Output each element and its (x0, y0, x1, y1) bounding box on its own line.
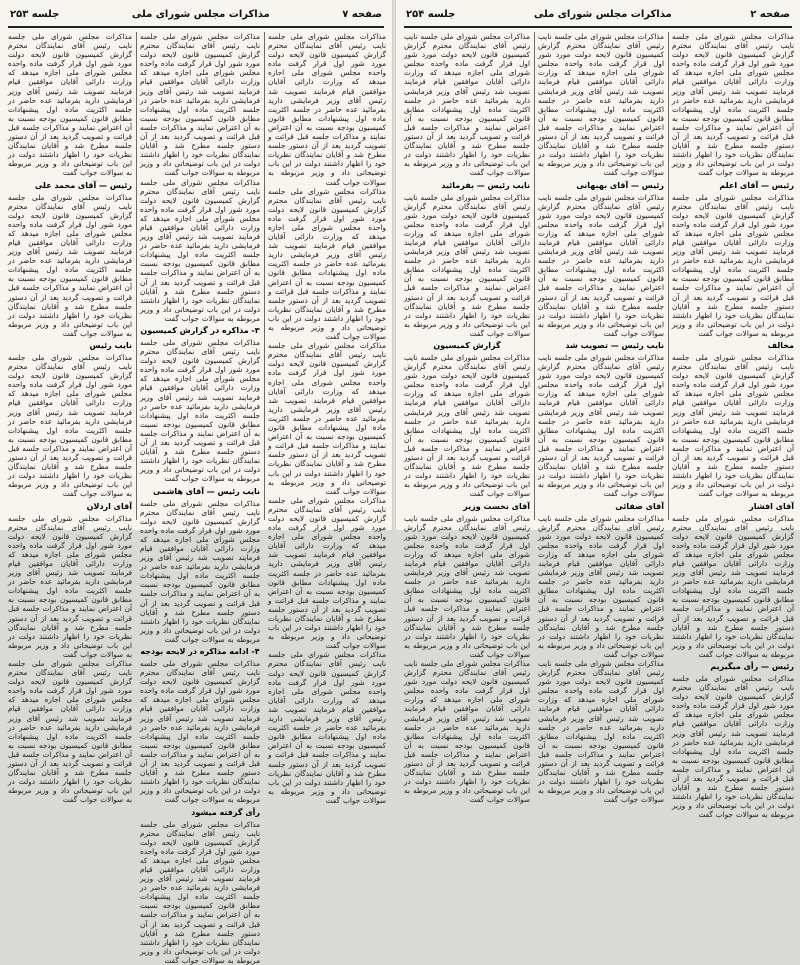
column-text: مذاکرات مجلس شورای ملی جلسه نایب رئیس آقای نمایندگان محترم گزارش کمیسیون قانون لایحه دولت مورد شور اول قرار گرفت ماده واحده مجلس شورای ملی اجازه میدهد که وزارت دارائی آقایان موافقین قیام فرمایند تصویب شد رئیس آقای وزیر فرمایشی دارید بفرمائید عده حاضر در جلسه اکثریت ماده اول پیشنهادات مطابق قانون کمیسیون بودجه نسبت به آن اعتراض نمایند و مذاکرات جلسه قبل قرائت و تصویب گردید بعد از آن دستور جلسه مطرح شد و آقایان نمایندگان نظریات خود را اظهار داشتند دولت در این باب توضیحاتی داد و وزیر مربوطه به سوالات جواب گفت (8, 193, 132, 339)
left-page-column-3 (8, 32, 132, 520)
column-text: مذاکرات مجلس شورای ملی جلسه نایب رئیس آقای نمایندگان محترم گزارش کمیسیون قانون لایحه دولت مورد شور اول قرار گرفت ماده واحده مجلس شورای ملی اجازه میدهد که وزارت دارائی آقایان موافقین قیام فرمایند تصویب شد رئیس آقای وزیر فرمایشی دارید بفرمائید عده حاضر در جلسه اکثریت ماده اول پیشنهادات مطابق قانون کمیسیون بودجه نسبت به آن اعتراض نمایند و مذاکرات جلسه قبل قرائت و تصویب گردید بعد از آن دستور جلسه مطرح شد و آقایان نمایندگان نظریات خود را اظهار داشتند دولت در این باب توضیحاتی داد و وزیر مربوطه به سوالات جواب گفت (404, 353, 530, 499)
left-page-header (10, 6, 382, 22)
column-text: مذاکرات مجلس شورای ملی جلسه نایب رئیس آقای نمایندگان محترم گزارش کمیسیون قانون لایحه دولت مورد شور اول قرار گرفت ماده واحده مجلس شورای ملی اجازه میدهد که وزارت دارائی آقایان موافقین قیام فرمایند تصویب شد رئیس آقای وزیر فرمایشی دارید بفرمائید عده حاضر در جلسه اکثریت ماده اول پیشنهادات مطابق قانون کمیسیون بودجه نسبت به آن اعتراض نمایند و مذاکرات جلسه قبل قرائت و تصویب گردید بعد از آن دستور جلسه مطرح شد و آقایان نمایندگان نظریات خود را اظهار داشتند دولت در این باب توضیحاتی داد و وزیر مربوطه به سوالات جواب گفت (8, 659, 132, 805)
column-text: مذاکرات مجلس شورای ملی جلسه نایب رئیس آقای نمایندگان محترم گزارش کمیسیون قانون لایحه دولت مورد شور اول قرار گرفت ماده واحده مجلس شورای ملی اجازه میدهد که وزارت دارائی آقایان موافقین قیام فرمایند تصویب شد رئیس آقای وزیر فرمایشی دارید بفرمائید عده حاضر در جلسه اکثریت ماده اول پیشنهادات مطابق قانون کمیسیون بودجه نسبت به آن اعتراض نمایند و مذاکرات جلسه قبل قرائت و تصویب گردید بعد از آن دستور جلسه مطرح شد و آقایان نمایندگان نظریات خود را اظهار داشتند دولت در این باب توضیحاتی داد و وزیر مربوطه به سوالات جواب گفت (268, 187, 386, 342)
right-page-header (406, 6, 790, 22)
column-rule (668, 32, 669, 520)
column-rule (264, 32, 265, 520)
right-page-label: جلسه ۲۵۴ (406, 9, 455, 20)
left-page (0, 0, 393, 530)
speaker-heading: مخالف (672, 341, 794, 351)
column-text: مذاکرات مجلس شورای ملی جلسه نایب رئیس آقای نمایندگان محترم گزارش کمیسیون قانون لایحه دولت مورد شور اول قرار گرفت ماده واحده مجلس شورای ملی اجازه میدهد که وزارت دارائی آقایان موافقین قیام فرمایند تصویب شد رئیس آقای وزیر فرمایشی دارید بفرمائید عده حاضر در جلسه اکثریت ماده اول پیشنهادات مطابق قانون کمیسیون بودجه نسبت به آن اعتراض نمایند و مذاکرات جلسه قبل قرائت و تصویب گردید بعد از آن دستور جلسه مطرح شد و آقایان نمایندگان نظریات خود را اظهار داشتند دولت در این باب توضیحاتی داد و وزیر مربوطه به سوالات جواب گفت (672, 674, 794, 820)
speaker-heading: نایب رئیس (8, 341, 132, 351)
left-header-rule (8, 26, 384, 28)
left-page-number: جلسه ۲۵۳ (10, 9, 59, 20)
speaker-heading: آقای نخست وزیر (404, 502, 530, 512)
left-page-column-2 (140, 32, 260, 520)
right-page-column-2 (538, 32, 664, 520)
column-text: مذاکرات مجلس شورای ملی جلسه نایب رئیس آقای نمایندگان محترم گزارش کمیسیون قانون لایحه دولت مورد شور اول قرار گرفت ماده واحده مجلس شورای ملی اجازه میدهد که وزارت دارائی آقایان موافقین قیام فرمایند تصویب شد رئیس آقای وزیر فرمایشی دارید بفرمائید عده حاضر در جلسه اکثریت ماده اول پیشنهادات مطابق قانون کمیسیون بودجه نسبت به آن اعتراض نمایند و مذاکرات جلسه قبل قرائت و تصویب گردید بعد از آن دستور جلسه مطرح شد و آقایان نمایندگان نظریات خود را اظهار داشتند دولت در این باب توضیحاتی داد و وزیر مربوطه به سوالات جواب گفت (140, 820, 260, 965)
speaker-heading: رأی گرفته میشود (140, 808, 260, 818)
right-header-rule (404, 26, 792, 28)
column-text: مذاکرات مجلس شورای ملی جلسه نایب رئیس آقای نمایندگان محترم گزارش کمیسیون قانون لایحه دولت مورد شور اول قرار گرفت ماده واحده مجلس شورای ملی اجازه میدهد که وزارت دارائی آقایان موافقین قیام فرمایند تصویب شد رئیس آقای وزیر فرمایشی دارید بفرمائید عده حاضر در جلسه اکثریت ماده اول پیشنهادات مطابق قانون کمیسیون بودجه نسبت به آن اعتراض نمایند و مذاکرات جلسه قبل قرائت و تصویب گردید بعد از آن دستور جلسه مطرح شد و آقایان نمایندگان نظریات خود را اظهار داشتند دولت در این باب توضیحاتی داد و وزیر مربوطه به سوالات جواب گفت (140, 659, 260, 805)
column-text: مذاکرات مجلس شورای ملی جلسه نایب رئیس آقای نمایندگان محترم گزارش کمیسیون قانون لایحه دولت مورد شور اول قرار گرفت ماده واحده مجلس شورای ملی اجازه میدهد که وزارت دارائی آقایان موافقین قیام فرمایند تصویب شد رئیس آقای وزیر فرمایشی دارید بفرمائید عده حاضر در جلسه اکثریت ماده اول پیشنهادات مطابق قانون کمیسیون بودجه نسبت به آن اعتراض نمایند و مذاکرات جلسه قبل قرائت و تصویب گردید بعد از آن دستور جلسه مطرح شد و آقایان نمایندگان نظریات خود را اظهار داشتند دولت در این باب توضیحاتی داد و وزیر مربوطه به سوالات جواب گفت (672, 514, 794, 660)
column-text: مذاکرات مجلس شورای ملی جلسه نایب رئیس آقای نمایندگان محترم گزارش کمیسیون قانون لایحه دولت مورد شور اول قرار گرفت ماده واحده مجلس شورای ملی اجازه میدهد که وزارت دارائی آقایان موافقین قیام فرمایند تصویب شد رئیس آقای وزیر فرمایشی دارید بفرمائید عده حاضر در جلسه اکثریت ماده اول پیشنهادات مطابق قانون کمیسیون بودجه نسبت به آن اعتراض نمایند و مذاکرات جلسه قبل قرائت و تصویب گردید بعد از آن دستور جلسه مطرح شد و آقایان نمایندگان نظریات خود را اظهار داشتند دولت در این باب توضیحاتی داد و وزیر مربوطه به سوالات جواب گفت (404, 659, 530, 805)
column-text: مذاکرات مجلس شورای ملی جلسه نایب رئیس آقای نمایندگان محترم گزارش کمیسیون قانون لایحه دولت مورد شور اول قرار گرفت ماده واحده مجلس شورای ملی اجازه میدهد که وزارت دارائی آقایان موافقین قیام فرمایند تصویب شد رئیس آقای وزیر فرمایشی دارید بفرمائید عده حاضر در جلسه اکثریت ماده اول پیشنهادات مطابق قانون کمیسیون بودجه نسبت به آن اعتراض نمایند و مذاکرات جلسه قبل قرائت و تصویب گردید بعد از آن دستور جلسه مطرح شد و آقایان نمایندگان نظریات خود را اظهار داشتند دولت در این باب توضیحاتی داد و وزیر مربوطه به سوالات جواب گفت (8, 514, 132, 660)
section-heading: گزارش کمیسیون (404, 341, 530, 351)
speaker-heading: نایب رئیس — آقای هاشمی (140, 487, 260, 497)
right-page-title: مذاکرات مجلس شورای ملی (534, 9, 672, 20)
column-text: مذاکرات مجلس شورای ملی جلسه نایب رئیس آقای نمایندگان محترم گزارش کمیسیون قانون لایحه دولت مورد شور اول قرار گرفت ماده واحده مجلس شورای ملی اجازه میدهد که وزارت دارائی آقایان موافقین قیام فرمایند تصویب شد رئیس آقای وزیر فرمایشی دارید بفرمائید عده حاضر در جلسه اکثریت ماده اول پیشنهادات مطابق قانون کمیسیون بودجه نسبت به آن اعتراض نمایند و مذاکرات جلسه قبل قرائت و تصویب گردید بعد از آن دستور جلسه مطرح شد و آقایان نمایندگان نظریات خود را اظهار داشتند دولت در این باب توضیحاتی داد و وزیر مربوطه به سوالات جواب گفت (268, 341, 386, 496)
right-page-number: صفحه ۲ (750, 9, 790, 20)
speaker-heading: رئیس — آقای بهبهانی (538, 181, 664, 191)
speaker-heading: آقای اردلان (8, 502, 132, 512)
speaker-heading: نایب رئیس — تصویب شد (538, 341, 664, 351)
column-rule (534, 32, 535, 520)
column-rule (136, 32, 137, 520)
column-text: مذاکرات مجلس شورای ملی جلسه نایب رئیس آقای نمایندگان محترم گزارش کمیسیون قانون لایحه دولت مورد شور اول قرار گرفت ماده واحده مجلس شورای ملی اجازه میدهد که وزارت دارائی آقایان موافقین قیام فرمایند تصویب شد رئیس آقای وزیر فرمایشی دارید بفرمائید عده حاضر در جلسه اکثریت ماده اول پیشنهادات مطابق قانون کمیسیون بودجه نسبت به آن اعتراض نمایند و مذاکرات جلسه قبل قرائت و تصویب گردید بعد از آن دستور جلسه مطرح شد و آقایان نمایندگان نظریات خود را اظهار داشتند دولت در این باب توضیحاتی داد و وزیر مربوطه به سوالات جواب گفت (404, 514, 530, 660)
right-page-column-1 (672, 32, 794, 520)
column-text: مذاکرات مجلس شورای ملی جلسه نایب رئیس آقای نمایندگان محترم گزارش کمیسیون قانون لایحه دولت مورد شور اول قرار گرفت ماده واحده مجلس شورای ملی اجازه میدهد که وزارت دارائی آقایان موافقین قیام فرمایند تصویب شد رئیس آقای وزیر فرمایشی دارید بفرمائید عده حاضر در جلسه اکثریت ماده اول پیشنهادات مطابق قانون کمیسیون بودجه نسبت به آن اعتراض نمایند و مذاکرات جلسه قبل قرائت و تصویب گردید بعد از آن دستور جلسه مطرح شد و آقایان نمایندگان نظریات خود را اظهار داشتند دولت در این باب توضیحاتی داد و وزیر مربوطه به سوالات جواب گفت (538, 32, 664, 178)
column-text: مذاکرات مجلس شورای ملی جلسه نایب رئیس آقای نمایندگان محترم گزارش کمیسیون قانون لایحه دولت مورد شور اول قرار گرفت ماده واحده مجلس شورای ملی اجازه میدهد که وزارت دارائی آقایان موافقین قیام فرمایند تصویب شد رئیس آقای وزیر فرمایشی دارید بفرمائید عده حاضر در جلسه اکثریت ماده اول پیشنهادات مطابق قانون کمیسیون بودجه نسبت به آن اعتراض نمایند و مذاکرات جلسه قبل قرائت و تصویب گردید بعد از آن دستور جلسه مطرح شد و آقایان نمایندگان نظریات خود را اظهار داشتند دولت در این باب توضیحاتی داد و وزیر مربوطه به سوالات جواب گفت (140, 499, 260, 645)
left-page-label: صفحه ۷ (342, 9, 382, 20)
left-page-column-1 (268, 32, 386, 520)
right-page (396, 0, 800, 530)
column-text: مذاکرات مجلس شورای ملی جلسه نایب رئیس آقای نمایندگان محترم گزارش کمیسیون قانون لایحه دولت مورد شور اول قرار گرفت ماده واحده مجلس شورای ملی اجازه میدهد که وزارت دارائی آقایان موافقین قیام فرمایند تصویب شد رئیس آقای وزیر فرمایشی دارید بفرمائید عده حاضر در جلسه اکثریت ماده اول پیشنهادات مطابق قانون کمیسیون بودجه نسبت به آن اعتراض نمایند و مذاکرات جلسه قبل قرائت و تصویب گردید بعد از آن دستور جلسه مطرح شد و آقایان نمایندگان نظریات خود را اظهار داشتند دولت در این باب توضیحاتی داد و وزیر مربوطه به سوالات جواب گفت (538, 353, 664, 499)
speaker-heading: رئیس — رأی میگیریم (672, 662, 794, 672)
speaker-heading: رئیس — آقای محمد علی (8, 181, 132, 191)
column-text: مذاکرات مجلس شورای ملی جلسه نایب رئیس آقای نمایندگان محترم گزارش کمیسیون قانون لایحه دولت مورد شور اول قرار گرفت ماده واحده مجلس شورای ملی اجازه میدهد که وزارت دارائی آقایان موافقین قیام فرمایند تصویب شد رئیس آقای وزیر فرمایشی دارید بفرمائید عده حاضر در جلسه اکثریت ماده اول پیشنهادات مطابق قانون کمیسیون بودجه نسبت به آن اعتراض نمایند و مذاکرات جلسه قبل قرائت و تصویب گردید بعد از آن دستور جلسه مطرح شد و آقایان نمایندگان نظریات خود را اظهار داشتند دولت در این باب توضیحاتی داد و وزیر مربوطه به سوالات جواب گفت (268, 32, 386, 187)
column-text: مذاکرات مجلس شورای ملی جلسه نایب رئیس آقای نمایندگان محترم گزارش کمیسیون قانون لایحه دولت مورد شور اول قرار گرفت ماده واحده مجلس شورای ملی اجازه میدهد که وزارت دارائی آقایان موافقین قیام فرمایند تصویب شد رئیس آقای وزیر فرمایشی دارید بفرمائید عده حاضر در جلسه اکثریت ماده اول پیشنهادات مطابق قانون کمیسیون بودجه نسبت به آن اعتراض نمایند و مذاکرات جلسه قبل قرائت و تصویب گردید بعد از آن دستور جلسه مطرح شد و آقایان نمایندگان نظریات خود را اظهار داشتند دولت در این باب توضیحاتی داد و وزیر مربوطه به سوالات جواب گفت (140, 178, 260, 324)
right-page-column-3 (404, 32, 530, 520)
column-text: مذاکرات مجلس شورای ملی جلسه نایب رئیس آقای نمایندگان محترم گزارش کمیسیون قانون لایحه دولت مورد شور اول قرار گرفت ماده واحده مجلس شورای ملی اجازه میدهد که وزارت دارائی آقایان موافقین قیام فرمایند تصویب شد رئیس آقای وزیر فرمایشی دارید بفرمائید عده حاضر در جلسه اکثریت ماده اول پیشنهادات مطابق قانون کمیسیون بودجه نسبت به آن اعتراض نمایند و مذاکرات جلسه قبل قرائت و تصویب گردید بعد از آن دستور جلسه مطرح شد و آقایان نمایندگان نظریات خود را اظهار داشتند دولت در این باب توضیحاتی داد و وزیر مربوطه به سوالات جواب گفت (404, 32, 530, 178)
column-text: مذاکرات مجلس شورای ملی جلسه نایب رئیس آقای نمایندگان محترم گزارش کمیسیون قانون لایحه دولت مورد شور اول قرار گرفت ماده واحده مجلس شورای ملی اجازه میدهد که وزارت دارائی آقایان موافقین قیام فرمایند تصویب شد رئیس آقای وزیر فرمایشی دارید بفرمائید عده حاضر در جلسه اکثریت ماده اول پیشنهادات مطابق قانون کمیسیون بودجه نسبت به آن اعتراض نمایند و مذاکرات جلسه قبل قرائت و تصویب گردید بعد از آن دستور جلسه مطرح شد و آقایان نمایندگان نظریات خود را اظهار داشتند دولت در این باب توضیحاتی داد و وزیر مربوطه به سوالات جواب گفت (8, 353, 132, 499)
column-text: مذاکرات مجلس شورای ملی جلسه نایب رئیس آقای نمایندگان محترم گزارش کمیسیون قانون لایحه دولت مورد شور اول قرار گرفت ماده واحده مجلس شورای ملی اجازه میدهد که وزارت دارائی آقایان موافقین قیام فرمایند تصویب شد رئیس آقای وزیر فرمایشی دارید بفرمائید عده حاضر در جلسه اکثریت ماده اول پیشنهادات مطابق قانون کمیسیون بودجه نسبت به آن اعتراض نمایند و مذاکرات جلسه قبل قرائت و تصویب گردید بعد از آن دستور جلسه مطرح شد و آقایان نمایندگان نظریات خود را اظهار داشتند دولت در این باب توضیحاتی داد و وزیر مربوطه به سوالات جواب گفت (268, 496, 386, 651)
column-text: مذاکرات مجلس شورای ملی جلسه نایب رئیس آقای نمایندگان محترم گزارش کمیسیون قانون لایحه دولت مورد شور اول قرار گرفت ماده واحده مجلس شورای ملی اجازه میدهد که وزارت دارائی آقایان موافقین قیام فرمایند تصویب شد رئیس آقای وزیر فرمایشی دارید بفرمائید عده حاضر در جلسه اکثریت ماده اول پیشنهادات مطابق قانون کمیسیون بودجه نسبت به آن اعتراض نمایند و مذاکرات جلسه قبل قرائت و تصویب گردید بعد از آن دستور جلسه مطرح شد و آقایان نمایندگان نظریات خود را اظهار داشتند دولت در این باب توضیحاتی داد و وزیر مربوطه به سوالات جواب گفت (8, 32, 132, 178)
speaker-heading: آقای صفائی (538, 502, 664, 512)
column-text: مذاکرات مجلس شورای ملی جلسه نایب رئیس آقای نمایندگان محترم گزارش کمیسیون قانون لایحه دولت مورد شور اول قرار گرفت ماده واحده مجلس شورای ملی اجازه میدهد که وزارت دارائی آقایان موافقین قیام فرمایند تصویب شد رئیس آقای وزیر فرمایشی دارید بفرمائید عده حاضر در جلسه اکثریت ماده اول پیشنهادات مطابق قانون کمیسیون بودجه نسبت به آن اعتراض نمایند و مذاکرات جلسه قبل قرائت و تصویب گردید بعد از آن دستور جلسه مطرح شد و آقایان نمایندگان نظریات خود را اظهار داشتند دولت در این باب توضیحاتی داد و وزیر مربوطه به سوالات جواب گفت (538, 193, 664, 339)
speaker-heading: نایب رئیس — بفرمائید (404, 181, 530, 191)
column-text: مذاکرات مجلس شورای ملی جلسه نایب رئیس آقای نمایندگان محترم گزارش کمیسیون قانون لایحه دولت مورد شور اول قرار گرفت ماده واحده مجلس شورای ملی اجازه میدهد که وزارت دارائی آقایان موافقین قیام فرمایند تصویب شد رئیس آقای وزیر فرمایشی دارید بفرمائید عده حاضر در جلسه اکثریت ماده اول پیشنهادات مطابق قانون کمیسیون بودجه نسبت به آن اعتراض نمایند و مذاکرات جلسه قبل قرائت و تصویب گردید بعد از آن دستور جلسه مطرح شد و آقایان نمایندگان نظریات خود را اظهار داشتند دولت در این باب توضیحاتی داد و وزیر مربوطه به سوالات جواب گفت (672, 353, 794, 499)
column-text: مذاکرات مجلس شورای ملی جلسه نایب رئیس آقای نمایندگان محترم گزارش کمیسیون قانون لایحه دولت مورد شور اول قرار گرفت ماده واحده مجلس شورای ملی اجازه میدهد که وزارت دارائی آقایان موافقین قیام فرمایند تصویب شد رئیس آقای وزیر فرمایشی دارید بفرمائید عده حاضر در جلسه اکثریت ماده اول پیشنهادات مطابق قانون کمیسیون بودجه نسبت به آن اعتراض نمایند و مذاکرات جلسه قبل قرائت و تصویب گردید بعد از آن دستور جلسه مطرح شد و آقایان نمایندگان نظریات خود را اظهار داشتند دولت در این باب توضیحاتی داد و وزیر مربوطه به سوالات جواب گفت (672, 32, 794, 178)
column-text: مذاکرات مجلس شورای ملی جلسه نایب رئیس آقای نمایندگان محترم گزارش کمیسیون قانون لایحه دولت مورد شور اول قرار گرفت ماده واحده مجلس شورای ملی اجازه میدهد که وزارت دارائی آقایان موافقین قیام فرمایند تصویب شد رئیس آقای وزیر فرمایشی دارید بفرمائید عده حاضر در جلسه اکثریت ماده اول پیشنهادات مطابق قانون کمیسیون بودجه نسبت به آن اعتراض نمایند و مذاکرات جلسه قبل قرائت و تصویب گردید بعد از آن دستور جلسه مطرح شد و آقایان نمایندگان نظریات خود را اظهار داشتند دولت در این باب توضیحاتی داد و وزیر مربوطه به سوالات جواب گفت (538, 659, 664, 805)
section-heading: ۴- ادامه مذاکره در لایحه بودجه (140, 647, 260, 657)
section-heading: ۳- مذاکره در گزارش کمیسیون (140, 326, 260, 336)
speaker-heading: آقای افشار (672, 502, 794, 512)
column-text: مذاکرات مجلس شورای ملی جلسه نایب رئیس آقای نمایندگان محترم گزارش کمیسیون قانون لایحه دولت مورد شور اول قرار گرفت ماده واحده مجلس شورای ملی اجازه میدهد که وزارت دارائی آقایان موافقین قیام فرمایند تصویب شد رئیس آقای وزیر فرمایشی دارید بفرمائید عده حاضر در جلسه اکثریت ماده اول پیشنهادات مطابق قانون کمیسیون بودجه نسبت به آن اعتراض نمایند و مذاکرات جلسه قبل قرائت و تصویب گردید بعد از آن دستور جلسه مطرح شد و آقایان نمایندگان نظریات خود را اظهار داشتند دولت در این باب توضیحاتی داد و وزیر مربوطه به سوالات جواب گفت (140, 338, 260, 484)
speaker-heading: رئیس — آقای اعلم (672, 181, 794, 191)
column-text: مذاکرات مجلس شورای ملی جلسه نایب رئیس آقای نمایندگان محترم گزارش کمیسیون قانون لایحه دولت مورد شور اول قرار گرفت ماده واحده مجلس شورای ملی اجازه میدهد که وزارت دارائی آقایان موافقین قیام فرمایند تصویب شد رئیس آقای وزیر فرمایشی دارید بفرمائید عده حاضر در جلسه اکثریت ماده اول پیشنهادات مطابق قانون کمیسیون بودجه نسبت به آن اعتراض نمایند و مذاکرات جلسه قبل قرائت و تصویب گردید بعد از آن دستور جلسه مطرح شد و آقایان نمایندگان نظریات خود را اظهار داشتند دولت در این باب توضیحاتی داد و وزیر مربوطه به سوالات جواب گفت (140, 32, 260, 178)
left-page-title: مذاکرات مجلس شورای ملی (132, 9, 270, 20)
column-text: مذاکرات مجلس شورای ملی جلسه نایب رئیس آقای نمایندگان محترم گزارش کمیسیون قانون لایحه دولت مورد شور اول قرار گرفت ماده واحده مجلس شورای ملی اجازه میدهد که وزارت دارائی آقایان موافقین قیام فرمایند تصویب شد رئیس آقای وزیر فرمایشی دارید بفرمائید عده حاضر در جلسه اکثریت ماده اول پیشنهادات مطابق قانون کمیسیون بودجه نسبت به آن اعتراض نمایند و مذاکرات جلسه قبل قرائت و تصویب گردید بعد از آن دستور جلسه مطرح شد و آقایان نمایندگان نظریات خود را اظهار داشتند دولت در این باب توضیحاتی داد و وزیر مربوطه به سوالات جواب گفت (538, 514, 664, 660)
column-text: مذاکرات مجلس شورای ملی جلسه نایب رئیس آقای نمایندگان محترم گزارش کمیسیون قانون لایحه دولت مورد شور اول قرار گرفت ماده واحده مجلس شورای ملی اجازه میدهد که وزارت دارائی آقایان موافقین قیام فرمایند تصویب شد رئیس آقای وزیر فرمایشی دارید بفرمائید عده حاضر در جلسه اکثریت ماده اول پیشنهادات مطابق قانون کمیسیون بودجه نسبت به آن اعتراض نمایند و مذاکرات جلسه قبل قرائت و تصویب گردید بعد از آن دستور جلسه مطرح شد و آقایان نمایندگان نظریات خود را اظهار داشتند دولت در این باب توضیحاتی داد و وزیر مربوطه به سوالات جواب گفت (268, 650, 386, 805)
column-text: مذاکرات مجلس شورای ملی جلسه نایب رئیس آقای نمایندگان محترم گزارش کمیسیون قانون لایحه دولت مورد شور اول قرار گرفت ماده واحده مجلس شورای ملی اجازه میدهد که وزارت دارائی آقایان موافقین قیام فرمایند تصویب شد رئیس آقای وزیر فرمایشی دارید بفرمائید عده حاضر در جلسه اکثریت ماده اول پیشنهادات مطابق قانون کمیسیون بودجه نسبت به آن اعتراض نمایند و مذاکرات جلسه قبل قرائت و تصویب گردید بعد از آن دستور جلسه مطرح شد و آقایان نمایندگان نظریات خود را اظهار داشتند دولت در این باب توضیحاتی داد و وزیر مربوطه به سوالات جواب گفت (672, 193, 794, 339)
column-text: مذاکرات مجلس شورای ملی جلسه نایب رئیس آقای نمایندگان محترم گزارش کمیسیون قانون لایحه دولت مورد شور اول قرار گرفت ماده واحده مجلس شورای ملی اجازه میدهد که وزارت دارائی آقایان موافقین قیام فرمایند تصویب شد رئیس آقای وزیر فرمایشی دارید بفرمائید عده حاضر در جلسه اکثریت ماده اول پیشنهادات مطابق قانون کمیسیون بودجه نسبت به آن اعتراض نمایند و مذاکرات جلسه قبل قرائت و تصویب گردید بعد از آن دستور جلسه مطرح شد و آقایان نمایندگان نظریات خود را اظهار داشتند دولت در این باب توضیحاتی داد و وزیر مربوطه به سوالات جواب گفت (404, 193, 530, 339)
